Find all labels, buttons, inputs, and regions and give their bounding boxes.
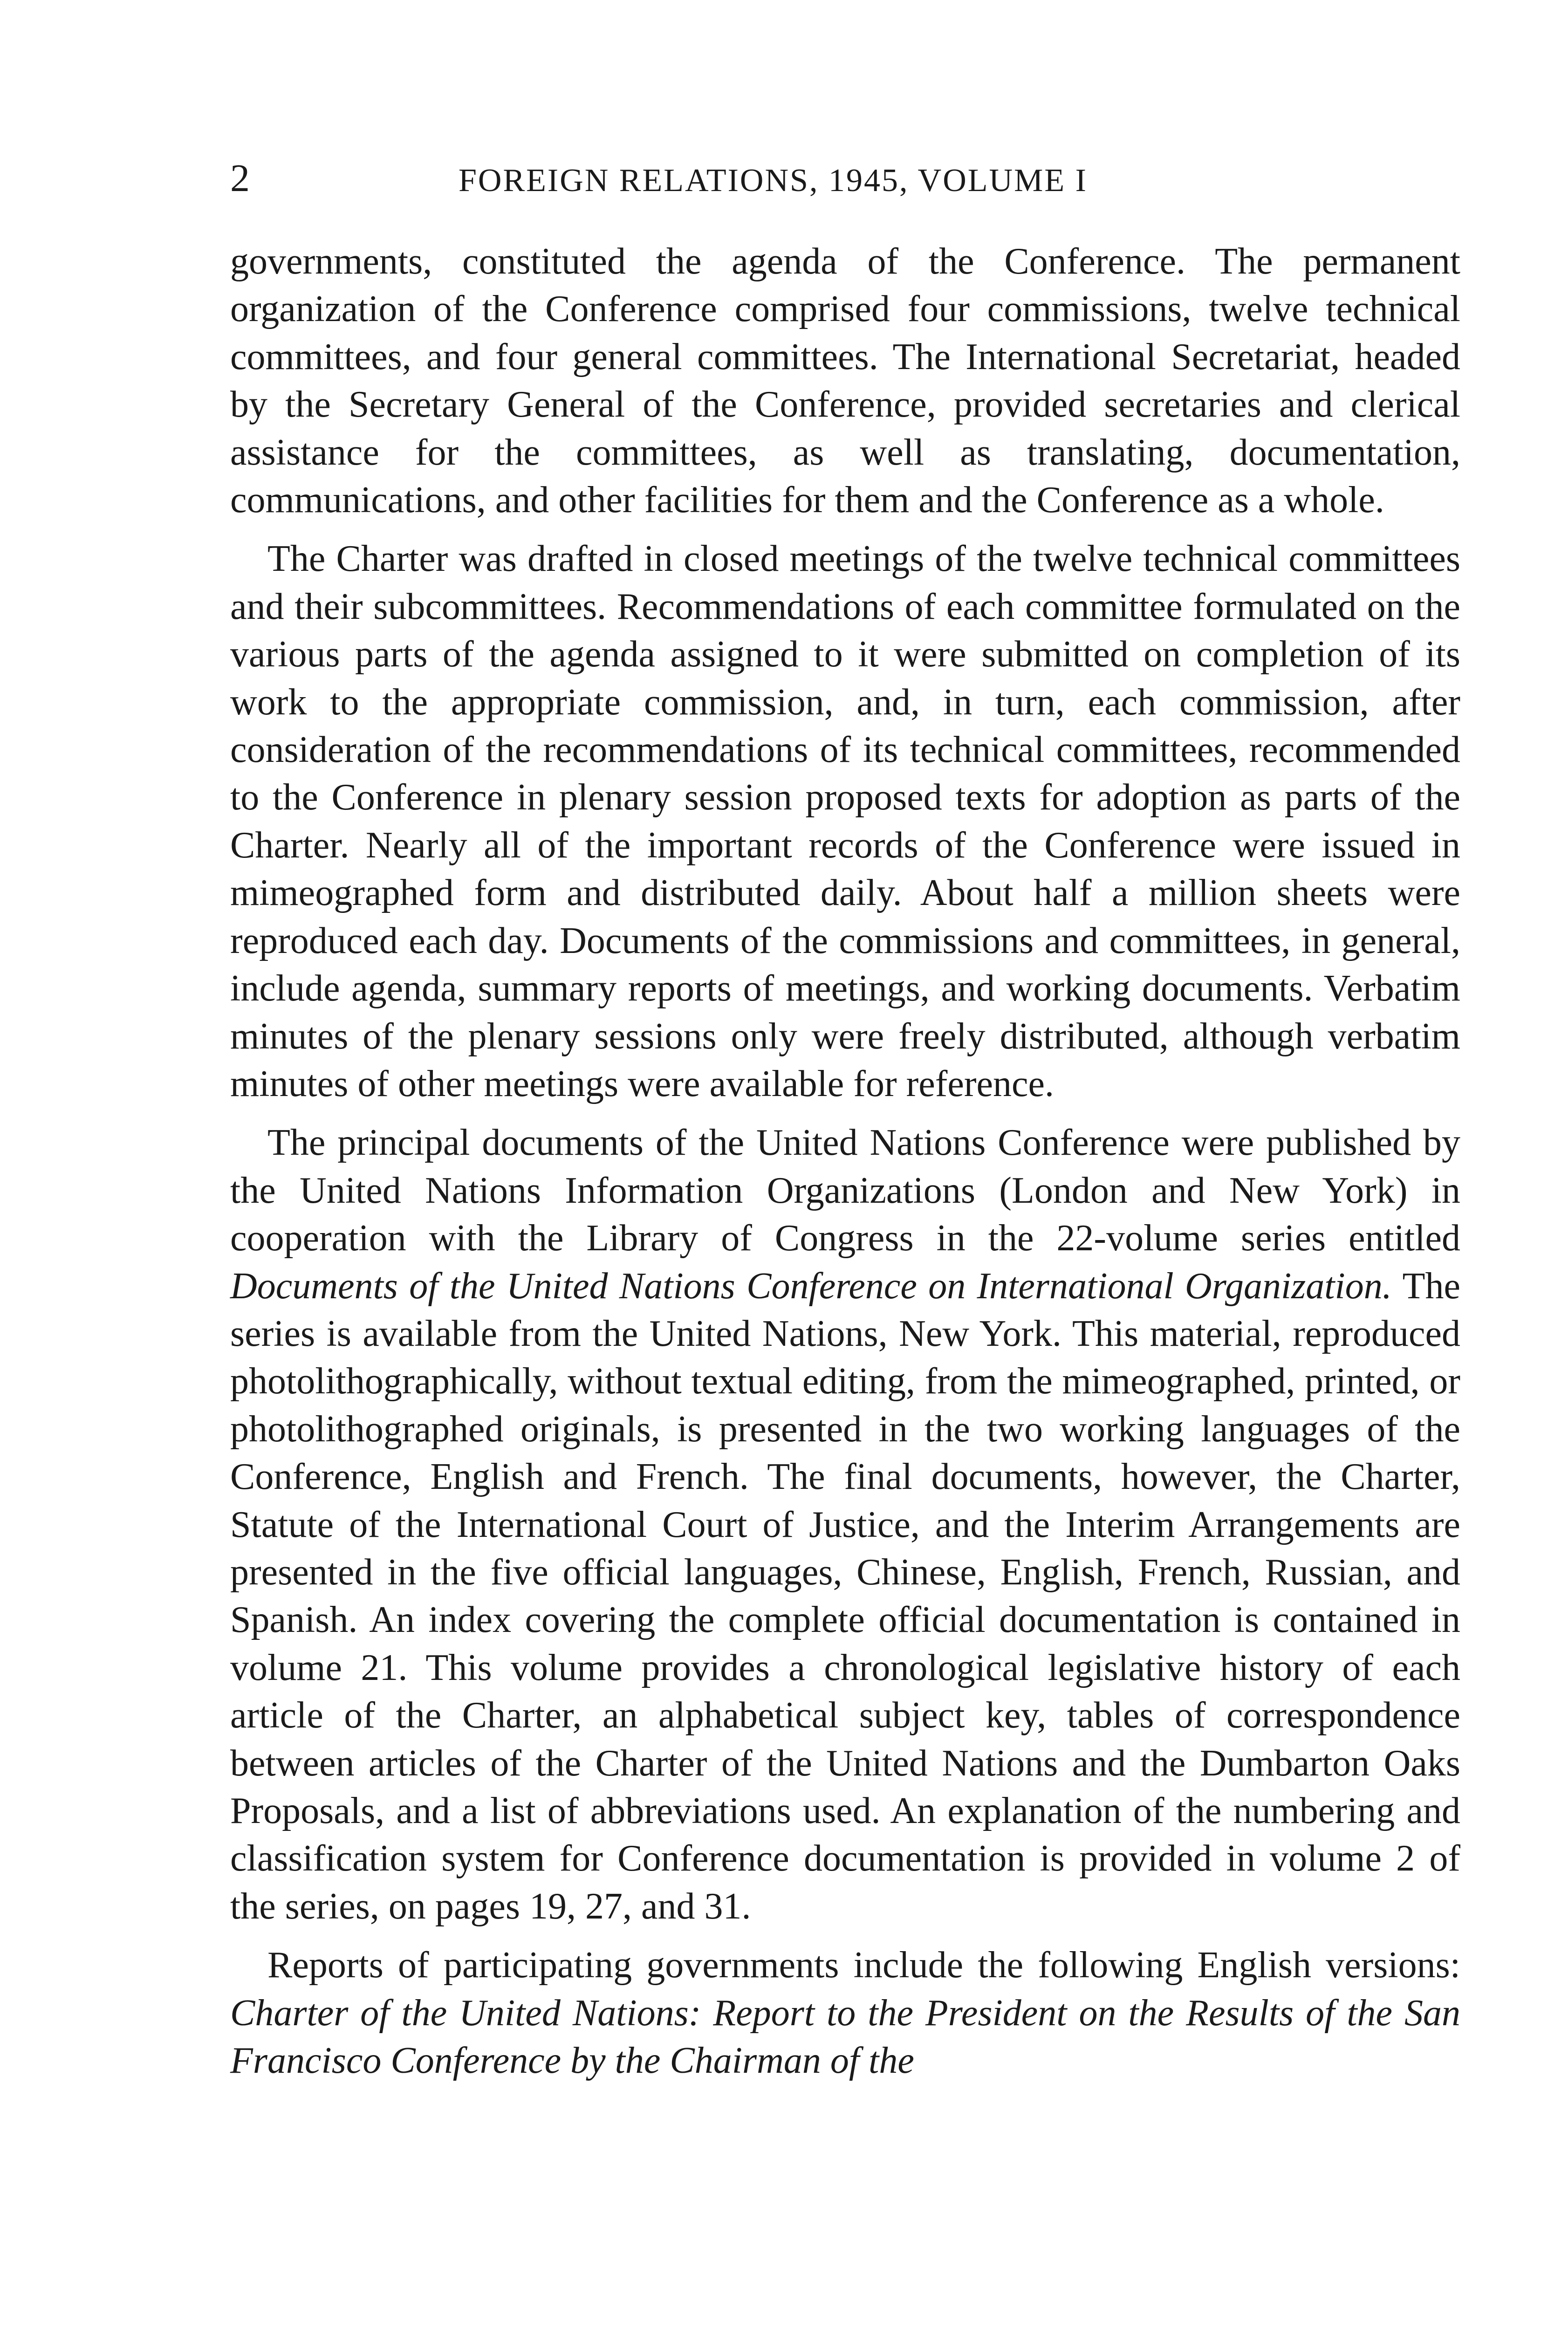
running-title: FOREIGN RELATIONS, 1945, VOLUME I [459,163,1088,199]
paragraph-2-text: The Charter was drafted in closed meetings of the twelve technical committees and their subcommittees. Recommendations of each committee formulated on the various parts of the agenda assigned to it were submitted on completion of its work to the appropriate commission, and, in turn, each commission, after consideration of the recommendations of its technical committees, recommended to the Conference in plenary session proposed texts for adoption as parts of the Charter. Nearly all of the important records of the Conference were issued in mimeographed form and distributed daily. About half a million sheets were reproduced each day. Documents of the commissions and committees, in general, include agenda, summary reports of meetings, and working documents. Verbatim minutes of the plenary sessions only were freely distributed, although verbatim minutes of other meetings were available for reference. [230,538,1460,1104]
document-page [230,158,1460,2096]
paragraph-3-text-a: The principal documents of the United Nations Conference were published by the United Nations Information Organizations (London and New York) in cooperation with the Library of Congress in the 22-volume series entitled [230,1122,1460,1259]
running-header [230,158,1460,210]
paragraph-4 [230,1941,1460,2084]
paragraph-3 [230,1119,1460,1930]
paragraph-2 [230,535,1460,1108]
body-text [230,238,1460,2084]
report-title-italic: Charter of the United Nations: Report to the President on the Results of the San Francisco Conference by the Chairman of the [230,1992,1460,2082]
paragraph-1-text: governments, constituted the agenda of the Conference. The permanent organization of the Conference comprised four commissions, twelve technical committees, and four general committees. The International Secretariat, headed by the Secretary General of the Conference, provided secretaries and clerical assistance for the committees, as well as translating, documentation, communications, and other facilities for them and the Conference as a whole. [230,241,1460,521]
page-number: 2 [230,157,251,200]
series-title-italic: Documents of the United Nations Conference on International Organization. [230,1265,1392,1307]
paragraph-4-text-a: Reports of participating governments include the following English versions: [267,1945,1460,1986]
paragraph-1 [230,238,1460,524]
paragraph-3-text-b: The series is available from the United Nations, New York. This material, reproduced photolithographically, without textual editing, from the mimeographed, printed, or photolithographed originals, is presented in the two working languages of the Conference, English and French. The final documents, however, the Charter, Statute of the International Court of Justice, and the Interim Arrangements are presented in the five official languages, Chinese, English, French, Russian, and Spanish. An index covering the complete official documentation is contained in volume 21. This volume provides a chronological legislative history of each article of the Charter, an alphabetical subject key, tables of correspondence between articles of the Charter of the United Nations and the Dumbarton Oaks Proposals, and a list of abbreviations used. An explanation of the numbering and classification system for Conference documentation is provided in volume 2 of the series, on pages 19, 27, and 31. [230,1265,1461,1927]
